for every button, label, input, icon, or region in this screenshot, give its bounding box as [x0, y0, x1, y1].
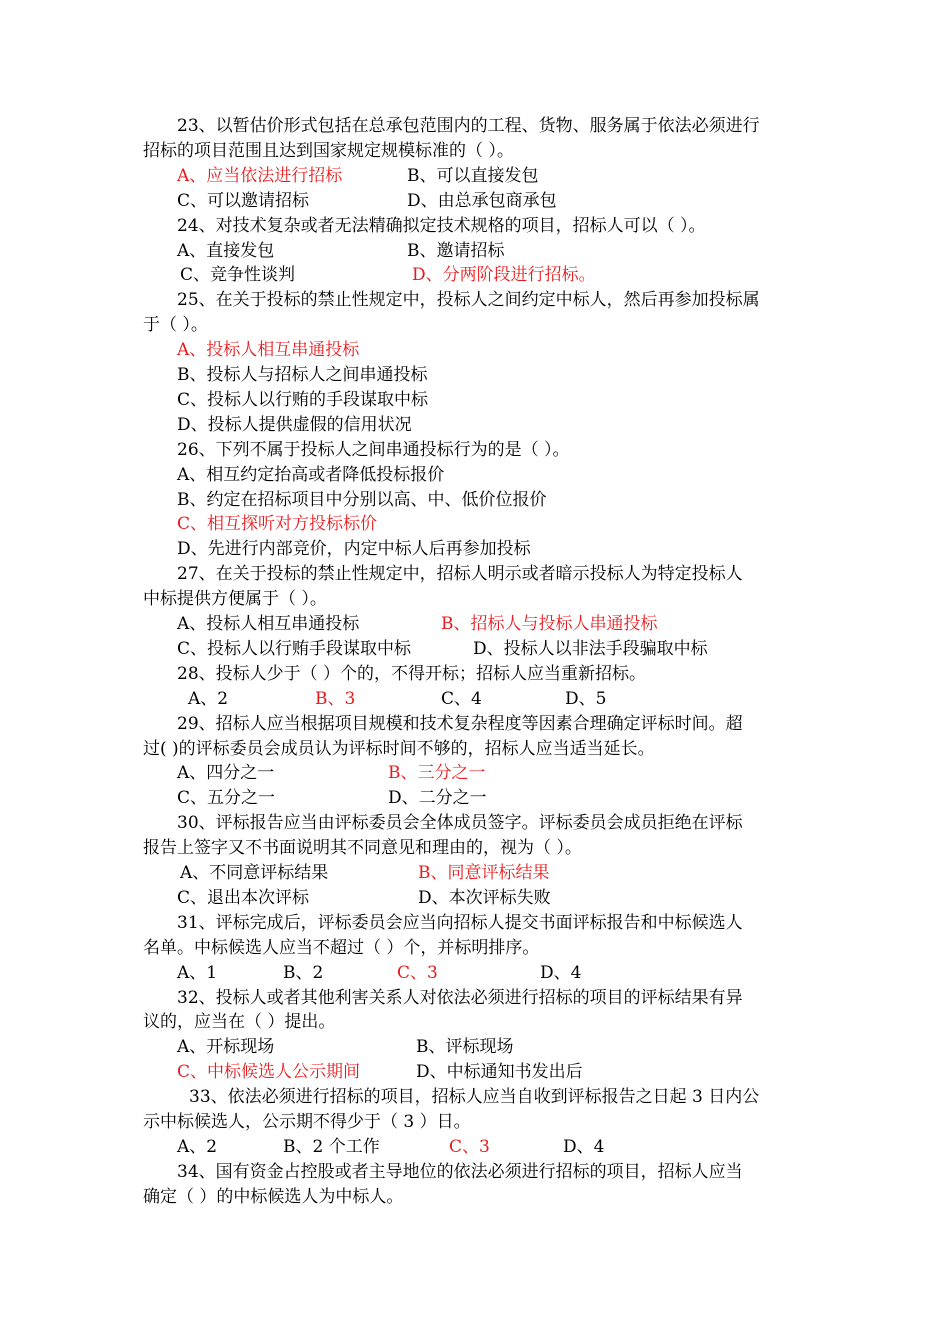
question-text: A、四分之一 — [177, 763, 275, 784]
question-text: 29、招标人应当根据项目规模和技术复杂程度等因素合理确定评标时间。超 — [177, 713, 743, 734]
question-text: B、2 — [283, 962, 324, 983]
question-text: A、不同意评标结果 — [180, 863, 329, 883]
question-text: A、2 — [188, 688, 229, 709]
question-text: C、竞争性谈判 — [180, 265, 296, 286]
answer-text: D、分两阶段进行招标。 — [412, 265, 596, 286]
question-text: A、2 — [177, 1136, 218, 1157]
question-text: B、投标人与招标人之间串通投标 — [177, 365, 428, 385]
question-text: 于（ ）。 — [143, 315, 208, 336]
answer-text: B、招标人与投标人串通投标 — [441, 614, 658, 634]
answer-text: C、3 — [449, 1136, 490, 1157]
answer-text: B、三分之一 — [388, 763, 486, 784]
question-text: D、投标人以非法手段骗取中标 — [473, 638, 708, 659]
answer-text: A、投标人相互串通投标 — [177, 340, 360, 361]
question-text: 议的，应当在（ ）提出。 — [143, 1012, 336, 1033]
question-text: A、投标人相互串通投标 — [177, 614, 360, 634]
question-text: C、五分之一 — [177, 788, 276, 809]
question-text: C、投标人以行贿手段谋取中标 — [177, 638, 412, 659]
answer-text: C、中标候选人公示期间 — [177, 1062, 361, 1083]
question-text: D、5 — [565, 688, 607, 709]
answer-text: C、3 — [397, 962, 438, 983]
question-text: C、退出本次评标 — [177, 887, 310, 908]
question-text: C、可以邀请招标 — [177, 190, 310, 211]
question-text: B、约定在招标项目中分别以高、中、低价位报价 — [177, 489, 547, 510]
answer-text: A、应当依法进行招标 — [177, 165, 343, 186]
question-text: 24、对技术复杂或者无法精确拟定技术规格的项目，招标人可以（ ）。 — [177, 215, 706, 236]
question-text: 33、依法必须进行招标的项目，招标人应当自收到评标报告之日起 3 日内公 — [189, 1087, 760, 1108]
question-text: A、开标现场 — [177, 1037, 275, 1058]
question-text: B、2 个工作 — [283, 1136, 380, 1157]
question-text: D、二分之一 — [388, 788, 487, 809]
question-text: 报告上签字又不书面说明其不同意见和理由的，视为（ ）。 — [143, 838, 582, 859]
question-text: C、4 — [441, 688, 482, 709]
question-text: 31、评标完成后，评标委员会应当向招标人提交书面评标报告和中标候选人 — [177, 912, 743, 933]
question-text: 25、在关于投标的禁止性规定中，投标人之间约定中标人，然后再参加投标属 — [177, 290, 760, 311]
question-text: B、评标现场 — [416, 1037, 514, 1058]
question-text: 23、以暂估价形式包括在总承包范围内的工程、货物、服务属于依法必须进行 — [177, 116, 760, 136]
question-text: A、相互约定抬高或者降低投标报价 — [177, 464, 445, 485]
question-text: 名单。中标候选人应当不超过（ ）个，并标明排序。 — [143, 937, 540, 958]
question-text: 招标的项目范围且达到国家规定规模标准的（ ）。 — [143, 140, 514, 161]
question-text: D、先进行内部竞价，内定中标人后再参加投标 — [177, 539, 531, 560]
question-text: 32、投标人或者其他利害关系人对依法必须进行招标的项目的评标结果有异 — [177, 987, 743, 1008]
answer-text: B、3 — [315, 688, 356, 709]
question-text: 30、评标报告应当由评标委员会全体成员签字。评标委员会成员拒绝在评标 — [177, 813, 743, 834]
question-text: 过( )的评标委员会成员认为评标时间不够的，招标人应当适当延长。 — [143, 738, 655, 759]
answer-text: C、相互探听对方投标标价 — [177, 514, 378, 535]
question-text: D、本次评标失败 — [418, 887, 551, 908]
question-text: C、投标人以行贿的手段谋取中标 — [177, 389, 429, 410]
question-text: 26、下列不属于投标人之间串通投标行为的是（ ）。 — [177, 439, 570, 460]
question-text: 27、在关于投标的禁止性规定中，招标人明示或者暗示投标人为特定投标人 — [177, 564, 743, 585]
question-text: 示中标候选人，公示期不得少于（ 3 ）日。 — [143, 1112, 471, 1132]
question-text: B、可以直接发包 — [407, 165, 539, 186]
question-text: D、中标通知书发出后 — [416, 1062, 583, 1083]
question-text: 34、国有资金占控股或者主导地位的依法必须进行招标的项目，招标人应当 — [177, 1161, 743, 1182]
question-text: 确定（ ）的中标候选人为中标人。 — [143, 1186, 404, 1207]
question-text: 28、投标人少于（ ）个的，不得开标；招标人应当重新招标。 — [177, 663, 647, 684]
question-text: 中标提供方便属于（ ）。 — [143, 589, 327, 610]
answer-text: B、同意评标结果 — [418, 863, 550, 883]
question-text: B、邀请招标 — [407, 240, 505, 261]
question-text: D、由总承包商承包 — [407, 190, 557, 211]
question-text: A、1 — [177, 962, 218, 983]
question-text: D、4 — [540, 962, 582, 983]
question-text: D、4 — [563, 1136, 605, 1157]
question-text: A、直接发包 — [177, 240, 275, 261]
question-text: D、投标人提供虚假的信用状况 — [177, 414, 412, 435]
